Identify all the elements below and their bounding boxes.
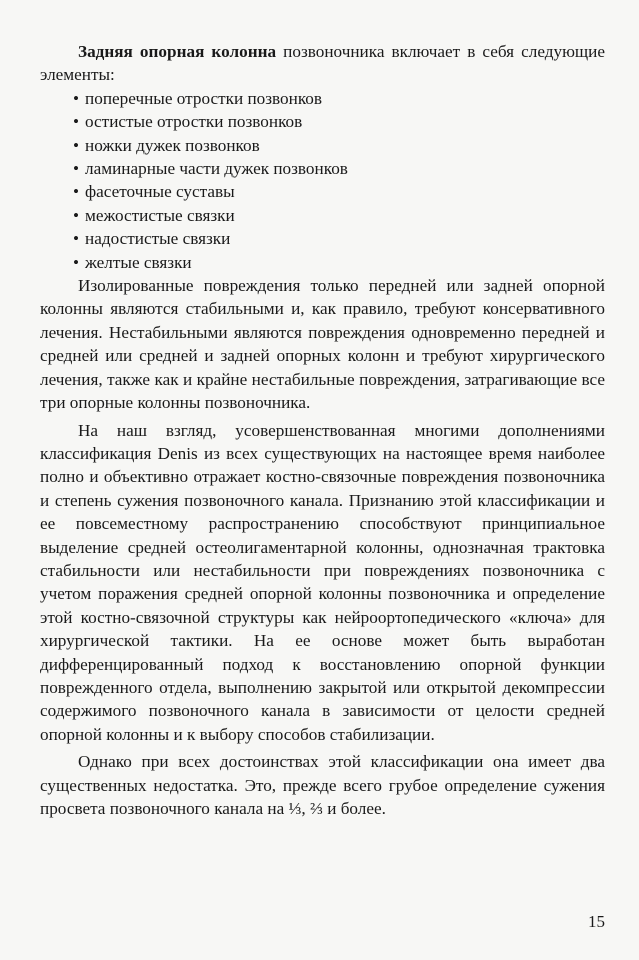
list-item: • желтые связки (73, 251, 605, 274)
list-item: • остистые отростки позвонков (73, 110, 605, 133)
paragraph-stability: Изолированные повреждения только передней или задней опорной колонны являются стабильными и, как правило, требуют консервативного лечения. Нестабильными являются повреждения одновременно передней и средней или средней и задней опорных колонн и требуют хирургического лечения, также как и крайне нестабильные повреждения, затрагивающие все три опорные колонны позвоночника. (40, 276, 605, 413)
page-number: 15 (588, 912, 605, 931)
list-item: • ножки дужек позвонков (73, 134, 605, 157)
list-item: • надостистые связки (73, 227, 605, 250)
list-item: • ламинарные части дужек позвонков (73, 157, 605, 180)
list-item: • межостистые связки (73, 204, 605, 227)
elements-list (40, 87, 605, 274)
intro-rest: позвоночника включает в себя следующие элементы: (40, 42, 605, 85)
list-item: • фасеточные суставы (73, 180, 605, 203)
paragraph-denis-classification: На наш взгляд, усовершенствованная многими дополнениями классификация Denis из всех существующих на настоящее время наиболее полно и объективно отражает костно-связочные повреждения позвоночника и степень сужения позвоночного канала. Признанию этой классификации и ее повсеместному распространению способствуют принципиальное выделение средней остеолигаментарной колонны, однозначная трактовка стабильности или нестабильности при повреждениях позвоночника с учетом поражения средней опорной колонны позвоночника и определение этой костно-связочной структуры как нейроортопедического «ключа» для хирургической тактики. На ее основе может быть выработан дифференцированный подход к восстановлению опорной функции поврежденного отдела, выполнению закрытой или открытой декомпрессии содержимого позвоночного канала в зависимости от целости средней опорной колонны и к выбору способов стабилизации. (40, 420, 605, 744)
intro-paragraph (40, 40, 605, 87)
paragraph-drawbacks: Однако при всех достоинствах этой классификации она имеет два существенных недостатка. Это, прежде всего грубое определение сужения просвета позвоночного канала на ⅓, ⅔ и более. (40, 752, 605, 818)
list-item: • поперечные отростки позвонков (73, 87, 605, 110)
intro-bold-term: Задняя опорная колонна (78, 42, 277, 61)
body-text (40, 40, 605, 820)
